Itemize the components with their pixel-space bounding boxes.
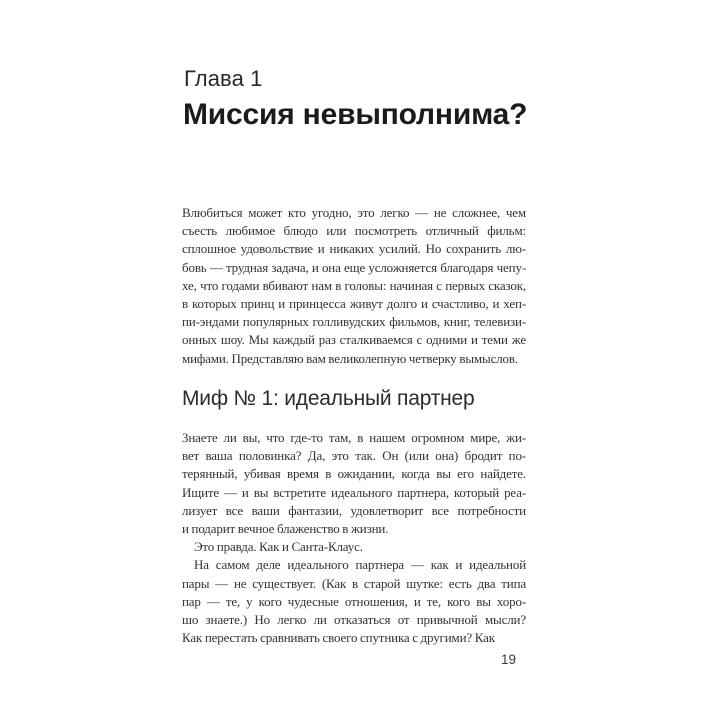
text-line: хе, что годами вбивают нам в головы: начиная с первых сказок, bbox=[182, 277, 526, 293]
text-line: терянный, убивая время в ожидании, когда вы его найдете. bbox=[182, 466, 526, 482]
text-line: Ищите — и вы встретите идеального партнера, который реа- bbox=[182, 484, 526, 500]
text-line: в которых принц и принцесса живут долго и счастливо, и хеп- bbox=[182, 295, 526, 311]
text-line: На самом деле идеального партнера — как и идеальной bbox=[194, 557, 526, 573]
text-line: Влюбиться может кто угодно, это легко — не сложнее, чем bbox=[182, 205, 526, 220]
text-line: бовь — трудная задача, и она еще усложняется благодаря чепу- bbox=[182, 259, 526, 275]
text-line: мифами. Представляю вам великолепную четверку вымыслов. bbox=[182, 350, 518, 366]
text-line: Как перестать сравнивать своего спутника с другими? Как bbox=[182, 630, 495, 646]
text-line: пи-эндами популярных голливудских фильмов, книг, телевизи- bbox=[182, 314, 526, 330]
text-line: шо знаете.) Но легко ли отказаться от привычной мысли? bbox=[182, 611, 526, 627]
text-line: пар — те, у кого чудесные отношения, и те, кого вы хоро- bbox=[182, 593, 526, 609]
text-line: Знаете ли вы, что где-то там, в нашем огромном мире, жи- bbox=[182, 430, 526, 445]
page-number: 19 bbox=[501, 652, 517, 667]
text-line: и подарит вечное блаженство в жизни. bbox=[182, 520, 389, 536]
text-line: вет ваша половинка? Да, это так. Он (или она) бродит по- bbox=[182, 448, 526, 464]
text-line: онных шоу. Мы каждый раз сталкиваемся с одними и теми же bbox=[182, 332, 526, 348]
text-line: лизует все ваши фантазии, удовлетворит все потребности bbox=[182, 502, 526, 518]
section-heading: Миф № 1: идеальный партнер bbox=[182, 387, 475, 410]
text-line: сплошное удовольствие и никаких усилий. Но сохранить лю- bbox=[182, 241, 526, 257]
chapter-label: Глава 1 bbox=[184, 66, 263, 91]
text-line: Это правда. Как и Санта-Клаус. bbox=[194, 539, 363, 555]
chapter-title: Миссия невыполнима? bbox=[183, 98, 528, 131]
text-line: пары — не существует. (Как в старой шутке: есть два типа bbox=[182, 575, 526, 591]
intro-paragraph bbox=[182, 204, 526, 368]
text-line: съесть любимое блюдо или посмотреть отличный фильм: bbox=[182, 223, 526, 239]
section-body bbox=[182, 429, 526, 647]
